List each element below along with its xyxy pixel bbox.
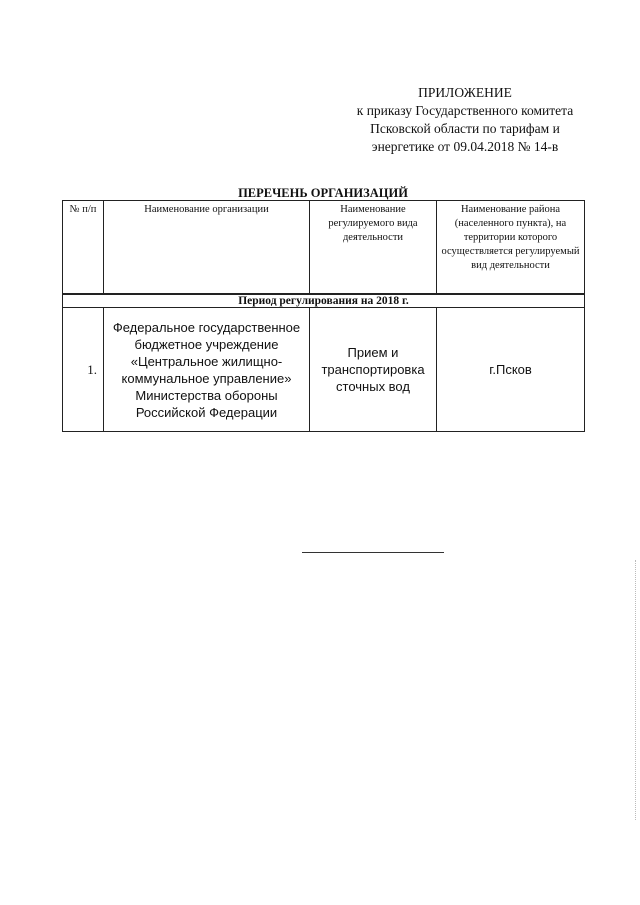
header-number: № п/п [63,201,104,295]
cell-number: 1. [63,308,104,432]
cell-location: г.Псков [437,308,585,432]
appendix-line: энергетике от 09.04.2018 № 14-в [371,139,559,154]
period-row [63,294,585,308]
cell-organization: Федеральное государственное бюджетное учреждение «Центральное жилищно-коммунальное управление» Министерства обороны Российской Федерации [104,308,310,432]
scan-artifact [635,560,637,820]
organizations-table [62,200,585,432]
period-label: Период регулирования на 2018 г. [63,294,585,308]
end-divider [302,552,444,553]
appendix-line: Псковской области по тарифам и [370,121,560,136]
table-header-row [63,201,585,295]
list-title: ПЕРЕЧЕНЬ ОРГАНИЗАЦИЙ [238,186,408,200]
appendix-block [300,84,630,156]
appendix-heading: ПРИЛОЖЕНИЕ [418,85,512,100]
table-row [63,308,585,432]
appendix-line: к приказу Государственного комитета [356,103,574,118]
header-organization: Наименование организации [104,201,310,295]
header-location: Наименование района (населенного пункта), на территории которого осуществляется регулируемый вид деятельности [437,201,585,295]
header-activity: Наименование регулируемого вида деятельности [310,201,437,295]
cell-activity: Прием и транспортировка сточных вод [310,308,437,432]
